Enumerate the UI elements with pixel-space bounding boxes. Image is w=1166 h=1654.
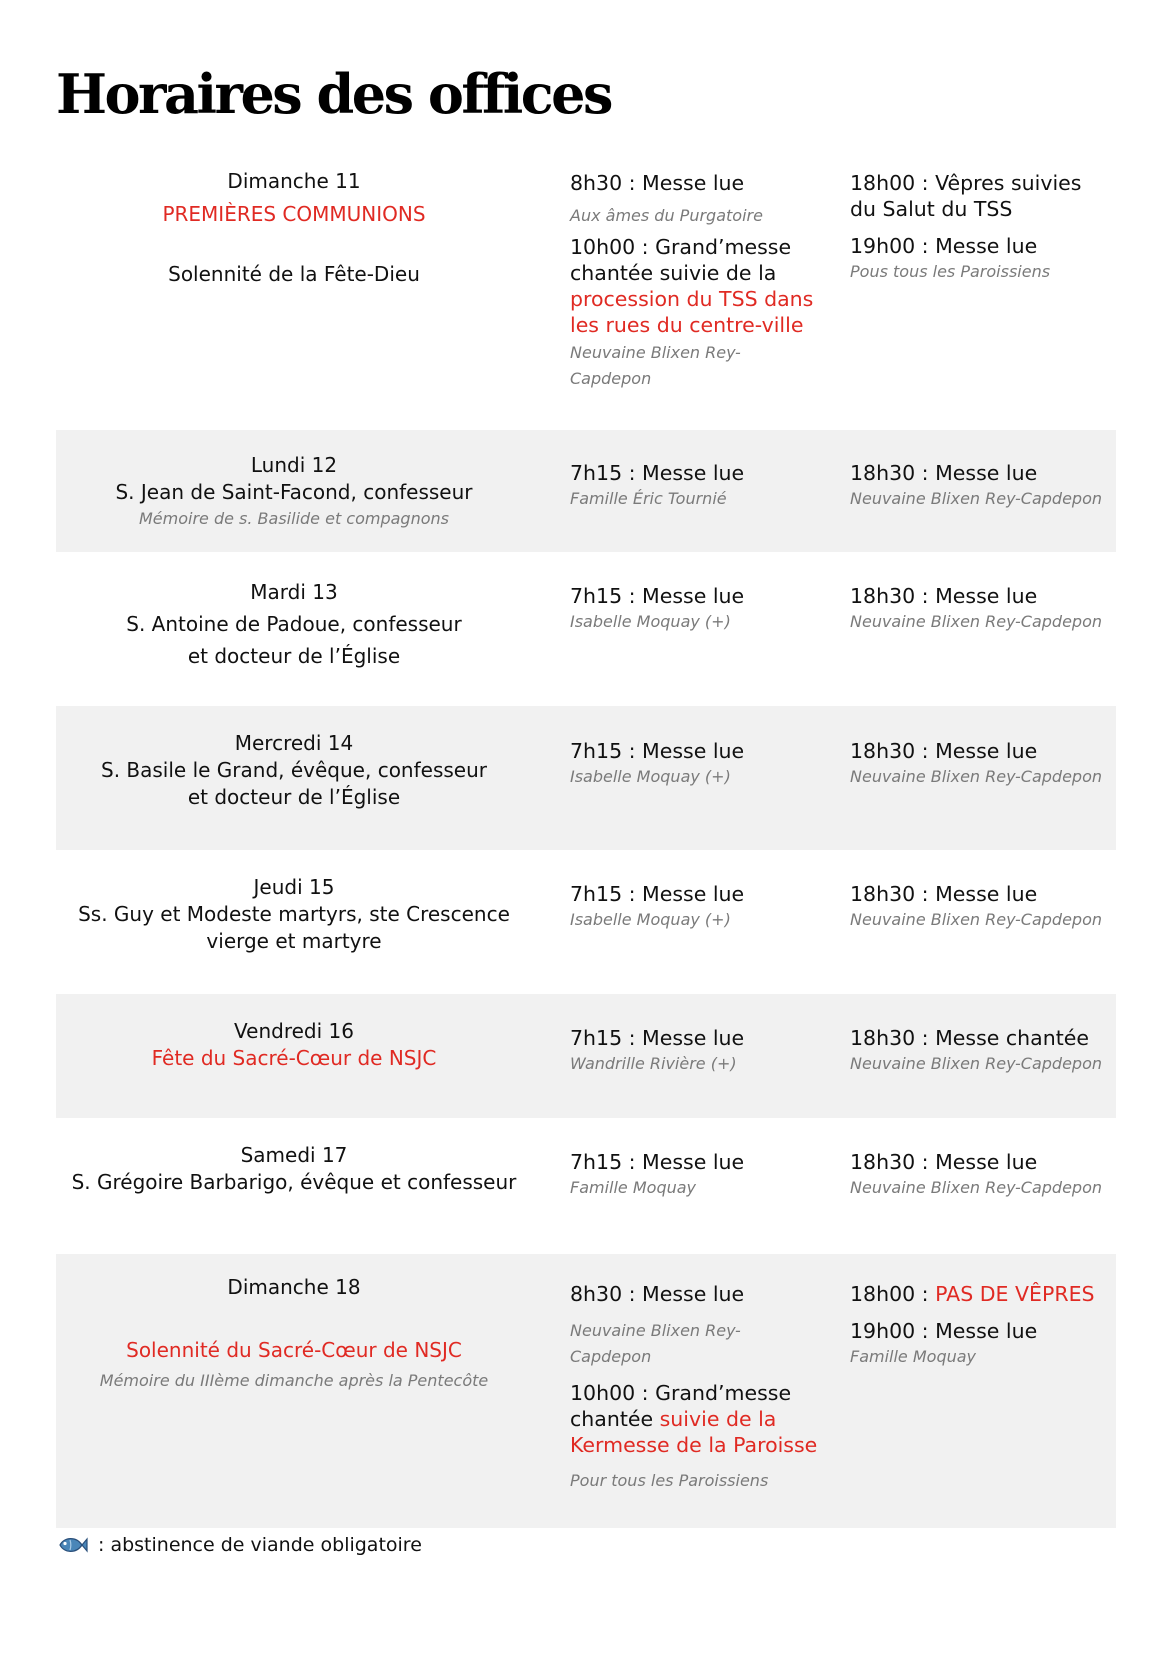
day-row-mardi-13 (56, 552, 1116, 706)
day-cell (56, 874, 532, 955)
day-memory: Mémoire du IIIème dimanche après la Pentecôte (99, 1371, 489, 1390)
mass-title: 18h30 : Messe lue (850, 584, 1038, 608)
morning-masses (570, 1281, 820, 1494)
mass-intention: Isabelle Moquay (+) (570, 612, 731, 631)
day-row-jeudi-15 (56, 850, 1116, 994)
day-feast: et docteur de l’Église (187, 785, 401, 809)
fish-icon (56, 1534, 88, 1556)
day-row-mercredi-14 (56, 706, 1116, 850)
day-cell (56, 168, 532, 288)
morning-mass (570, 1025, 820, 1077)
mass-intention: Isabelle Moquay (+) (570, 910, 731, 929)
day-cell (56, 576, 532, 672)
mass-title: 7h15 : Messe lue (570, 882, 745, 906)
mass-title: 8h30 : Messe lue (570, 1282, 745, 1306)
day-date: Mercredi 14 (234, 731, 354, 755)
morning-mass (570, 1149, 820, 1201)
mass-intention: Famille Éric Tournié (570, 489, 727, 508)
mass-intention: Pous tous les Paroissiens (850, 262, 1051, 281)
mass-intention: Wandrille Rivière (+) (570, 1054, 737, 1073)
mass-title: 8h30 : Messe lue (570, 171, 745, 195)
mass-title: 18h00 : PAS DE VÊPRES (850, 1282, 1095, 1306)
page-title: Horaires des offices (56, 62, 611, 126)
legend (56, 1534, 422, 1556)
day-feast: S. Basile le Grand, évêque, confesseur (101, 758, 487, 782)
day-cell (56, 452, 532, 532)
no-vespers-note: PAS DE VÊPRES (935, 1282, 1095, 1306)
mass-intention: Neuvaine Blixen Rey-Capdepon (850, 612, 1102, 631)
day-date: Mardi 13 (250, 580, 338, 604)
mass-title: 10h00 : Grand’messe chantée suivie de la procession du TSS dans les rues du centre-ville (570, 235, 814, 337)
kermesse-note: suivie de la Kermesse de la Paroisse (570, 1407, 818, 1457)
morning-mass (570, 881, 820, 933)
evening-masses (850, 170, 1110, 285)
procession-note: procession du TSS dans les rues du centre-ville (570, 287, 814, 337)
mass-intention: Neuvaine Blixen Rey-Capdepon (850, 1054, 1102, 1073)
mass-title: 18h30 : Messe lue (850, 461, 1038, 485)
day-cell (56, 1018, 532, 1072)
day-date: Jeudi 15 (253, 875, 335, 899)
mass-title: 19h00 : Messe lue (850, 234, 1038, 258)
day-date: Vendredi 16 (234, 1019, 354, 1043)
mass-title: 19h00 : Messe lue (850, 1319, 1038, 1343)
mass-intention: Famille Moquay (850, 1347, 977, 1366)
evening-masses (850, 1281, 1110, 1370)
mass-title: 7h15 : Messe lue (570, 739, 745, 763)
morning-mass (570, 583, 820, 635)
mass-intention: Aux âmes du Purgatoire (570, 206, 763, 225)
mass-title: 18h30 : Messe lue (850, 882, 1038, 906)
day-feast: S. Grégoire Barbarigo, évêque et confesseur (71, 1170, 517, 1194)
mass-title: 7h15 : Messe lue (570, 584, 745, 608)
morning-mass (570, 460, 820, 512)
mass-intention: Neuvaine Blixen Rey-Capdepon (850, 1178, 1102, 1197)
mass-title: 10h00 : Grand’messe chantée suivie de la Kermesse de la Paroisse (570, 1381, 818, 1457)
day-date: Dimanche 18 (227, 1275, 361, 1299)
day-row-samedi-17 (56, 1118, 1116, 1254)
day-cell (56, 1274, 532, 1394)
mass-intention: Neuvaine Blixen Rey-Capdepon (570, 343, 741, 388)
legend-text: : abstinence de viande obligatoire (98, 1534, 422, 1556)
day-row-vendredi-16 (56, 994, 1116, 1118)
evening-mass (850, 1025, 1110, 1077)
day-feast: Solennité de la Fête-Dieu (168, 262, 420, 286)
morning-masses (570, 170, 820, 392)
day-memory: Mémoire de s. Basilide et compagnons (138, 509, 449, 528)
day-feast: S. Antoine de Padoue, confesseur (126, 612, 462, 636)
mass-title: 7h15 : Messe lue (570, 461, 745, 485)
day-date: Dimanche 11 (227, 169, 361, 193)
mass-intention: Neuvaine Blixen Rey-Capdepon (850, 489, 1102, 508)
mass-intention: Famille Moquay (570, 1178, 697, 1197)
mass-intention: Neuvaine Blixen Rey-Capdepon (570, 1321, 741, 1366)
day-date: Lundi 12 (250, 453, 338, 477)
mass-title: 18h00 : Vêpres suivies du Salut du TSS (850, 171, 1082, 221)
day-cell (56, 730, 532, 811)
day-special: PREMIÈRES COMMUNIONS (162, 202, 426, 226)
mass-intention: Pour tous les Paroissiens (570, 1471, 769, 1490)
day-date: Samedi 17 (240, 1143, 348, 1167)
mass-title: 7h15 : Messe lue (570, 1026, 745, 1050)
mass-intention: Neuvaine Blixen Rey-Capdepon (850, 767, 1102, 786)
morning-mass (570, 738, 820, 790)
evening-mass (850, 881, 1110, 933)
day-feast: Solennité du Sacré-Cœur de NSJC (126, 1338, 462, 1362)
day-row-dimanche-11 (56, 160, 1116, 418)
mass-intention: Isabelle Moquay (+) (570, 767, 731, 786)
mass-intention: Neuvaine Blixen Rey-Capdepon (850, 910, 1102, 929)
evening-mass (850, 460, 1110, 512)
day-feast: S. Jean de Saint-Facond, confesseur (115, 480, 473, 504)
day-feast: et docteur de l’Église (187, 644, 401, 668)
evening-mass (850, 1149, 1110, 1201)
mass-title: 7h15 : Messe lue (570, 1150, 745, 1174)
day-cell (56, 1142, 532, 1196)
day-feast: vierge et martyre (206, 929, 382, 953)
evening-mass (850, 583, 1110, 635)
day-row-lundi-12 (56, 430, 1116, 552)
day-feast: Ss. Guy et Modeste martyrs, ste Crescence (78, 902, 510, 926)
mass-title: 18h30 : Messe lue (850, 739, 1038, 763)
mass-title: 18h30 : Messe chantée (850, 1026, 1089, 1050)
evening-mass (850, 738, 1110, 790)
day-feast: Fête du Sacré-Cœur de NSJC (151, 1046, 437, 1070)
mass-title: 18h30 : Messe lue (850, 1150, 1038, 1174)
day-row-dimanche-18 (56, 1254, 1116, 1528)
